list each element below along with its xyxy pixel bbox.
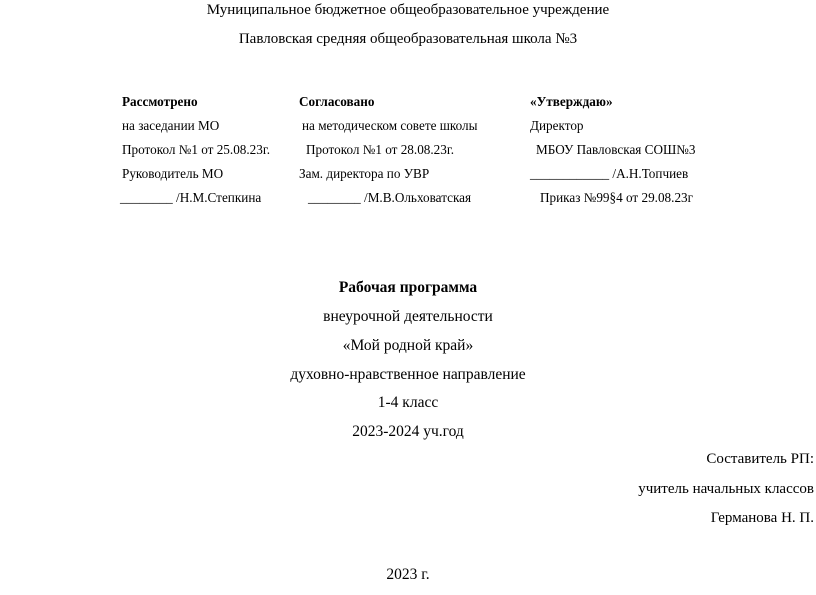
school-name-line: Павловская средняя общеобразовательная школа №3 [238,31,578,47]
agreed-title: Согласовано [299,94,375,109]
considered-line2: Протокол №1 от 25.08.23г. [122,142,271,157]
considered-title: Рассмотрено [122,94,198,109]
program-subtitle: внеурочной деятельности [323,308,493,325]
document-year: 2023 г. [386,566,430,583]
author-name: Германова Н. П. [710,510,814,526]
program-title: Рабочая программа [338,279,478,296]
approved-title: «Утверждаю» [530,94,613,109]
agreed-line2: Протокол №1 от 28.08.23г. [306,142,455,157]
author-label: Составитель РП: [706,451,814,467]
approved-line1: Директор [530,118,584,133]
approved-line3: ____________ /А.Н.Топчиев [530,166,689,181]
agreed-line1: на методическом совете школы [302,118,478,133]
program-year: 2023-2024 уч.год [352,423,464,440]
agreed-line3: Зам. директора по УВР [299,166,430,181]
school-type-line: Муниципальное бюджетное общеобразовательное учреждение [206,2,610,18]
agreed-signature: ________ /М.В.Ольховатская [308,190,472,205]
program-grades: 1-4 класс [377,394,439,411]
approved-order: Приказ №99§4 от 29.08.23г [540,190,694,205]
program-direction: духовно-нравственное направление [290,366,526,383]
approved-line2: МБОУ Павловская СОШ№3 [536,142,696,157]
author-position: учитель начальных классов [638,481,814,497]
program-name: «Мой родной край» [342,337,474,354]
considered-line3: Руководитель МО [122,166,224,181]
considered-signature: ________ /Н.М.Степкина [120,190,262,205]
considered-line1: на заседании МО [122,118,220,133]
